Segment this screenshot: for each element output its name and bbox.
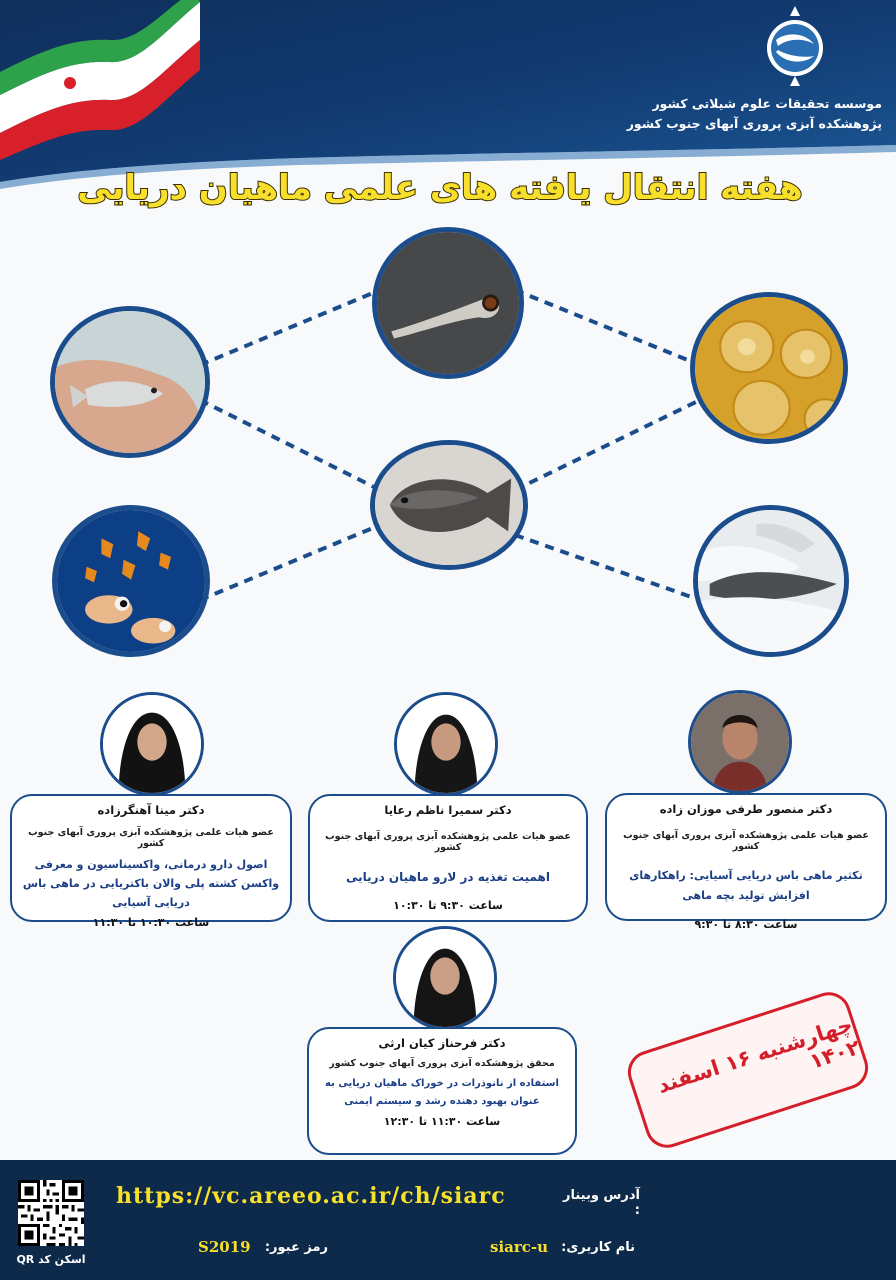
speaker-avatar-4 bbox=[393, 926, 497, 1030]
speaker-card-3 bbox=[10, 794, 292, 929]
speaker-card-4 bbox=[307, 1027, 577, 1155]
speaker-avatar-3 bbox=[100, 692, 204, 796]
talk-topic: استفاده از نانوذرات در خوراک ماهیان دریایی به عنوان بهبود دهنده رشد و سیستم ایمنی bbox=[325, 1078, 559, 1107]
talk-topic: تکثیر ماهی باس دریایی آسیایی: راهکارهای افزایش تولید بچه ماهی bbox=[629, 869, 863, 902]
speaker-name: دکتر منصور طرفی موزان زاده bbox=[659, 802, 833, 816]
speaker-role: عضو هیات علمی پژوهشکده آبزی پروری آبهای جنوب کشور bbox=[28, 827, 274, 849]
adult-fish-photo bbox=[370, 440, 528, 570]
speaker-name: دکتر سمیرا ناظم رعایا bbox=[384, 803, 512, 817]
fish-fry-in-hand-photo bbox=[50, 306, 210, 458]
talk-time: ساعت ۱۱:۳۰ تا ۱۲:۳۰ bbox=[383, 1115, 501, 1128]
speaker-role: محقق پژوهشکده آبزی پروری آبهای جنوب کشور bbox=[329, 1058, 555, 1069]
larvae-and-rotifers-photo bbox=[52, 505, 210, 657]
talk-time: ساعت ۹:۳۰ تا ۱۰:۳۰ bbox=[393, 899, 503, 912]
qr-caption: اسکن کد QR bbox=[16, 1253, 86, 1266]
speaker-avatar-1 bbox=[688, 690, 792, 794]
username-value[interactable]: siarc-u bbox=[490, 1238, 549, 1256]
password-label: رمز عبور: bbox=[264, 1240, 328, 1255]
speaker-name: دکتر فرحناز کیان ارثی bbox=[378, 1036, 506, 1050]
institute-logo-icon bbox=[764, 6, 826, 92]
event-date-stamp: چهارشنبه ۱۶ اسفند ۱۴۰۲ bbox=[622, 987, 874, 1154]
speaker-role: عضو هیات علمی پژوهشکده آبزی پروری آبهای جنوب کشور bbox=[325, 831, 571, 853]
speaker-card-2 bbox=[308, 794, 588, 922]
speaker-card-1 bbox=[605, 793, 887, 931]
speaker-avatar-2 bbox=[394, 692, 498, 796]
fish-eggs-photo bbox=[690, 292, 848, 444]
org-line2: پژوهشکده آبزی پروری آبهای جنوب کشور bbox=[626, 116, 882, 131]
webinar-url-link[interactable]: https://vc.areeo.ac.ir/ch/siarc bbox=[116, 1183, 506, 1209]
talk-time: ساعت ۱۰:۳۰ تا ۱۱:۳۰ bbox=[92, 916, 210, 929]
org-line1: موسسه تحقیقات علوم شیلاتی کشور bbox=[652, 96, 882, 111]
talk-time: ساعت ۸:۳۰ تا ۹:۳۰ bbox=[694, 918, 798, 931]
talk-topic: اهمیت تغذیه در لارو ماهیان دریایی bbox=[346, 870, 550, 884]
fish-larva-photo bbox=[372, 227, 524, 379]
speaker-role: عضو هیات علمی پژوهشکده آبزی پروری آبهای جنوب کشور bbox=[623, 830, 869, 852]
qr-code-icon[interactable] bbox=[18, 1180, 84, 1246]
iran-flag-ribbon-icon bbox=[0, 0, 210, 160]
username-label: نام کاربری: bbox=[561, 1240, 635, 1255]
poster-title: هفته انتقال یافته های علمی ماهیان دریایی bbox=[77, 168, 803, 208]
talk-topic: اصول دارو درمانی، واکسیناسیون و معرفی واکسن کشته پلی والان باکتریایی در ماهی باس دریایی آسیایی bbox=[22, 858, 280, 909]
fish-handling-gloves-photo bbox=[693, 505, 849, 657]
webinar-address-label: آدرس وبینار : bbox=[562, 1188, 640, 1218]
password-value[interactable]: S2019 bbox=[198, 1238, 251, 1256]
footer-bar bbox=[0, 1160, 896, 1280]
organization-title bbox=[552, 94, 882, 134]
speaker-name: دکتر مینا آهنگرزاده bbox=[97, 803, 205, 817]
